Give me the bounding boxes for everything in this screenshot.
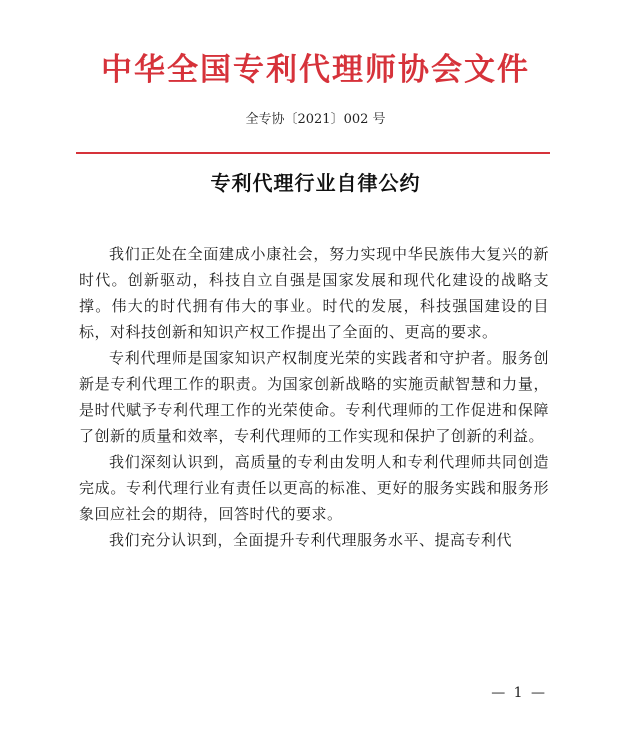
document-body [79,241,549,553]
document-title: 专利代理行业自律公约 [210,171,421,195]
body-paragraph-1: 我们正处在全面建成小康社会，努力实现中华民族伟大复兴的新时代。创新驱动，科技自立自强是国家发展和现代化建设的战略支撑。伟大的时代拥有伟大的事业。时代的发展，科技强国建设的目标，对科技创新和知识产权工作提出了全面的、更高的要求。 [79,245,549,341]
body-paragraph-2: 专利代理师是国家知识产权制度光荣的实践者和守护者。服务创新是专利代理工作的职责。为国家创新战略的实施贡献智慧和力量，是时代赋予专利代理工作的光荣使命。专利代理师的工作促进和保障了创新的质量和效率，专利代理师的工作实现和保护了创新的利益。 [79,349,549,445]
document-number: 全专协〔2021〕002 号 [245,112,386,127]
body-paragraph-3: 我们深刻认识到，高质量的专利由发明人和专利代理师共同创造完成。专利代理行业有责任以更高的标准、更好的服务实践和服务形象回应社会的期待，回答时代的要求。 [79,453,549,523]
page-number: — 1 — [491,685,547,701]
red-separator-line [76,152,550,154]
masthead-issuer: 中华全国专利代理师协会文件 [101,52,530,88]
body-paragraph-4: 我们充分认识到，全面提升专利代理服务水平、提高专利代 [109,531,513,549]
